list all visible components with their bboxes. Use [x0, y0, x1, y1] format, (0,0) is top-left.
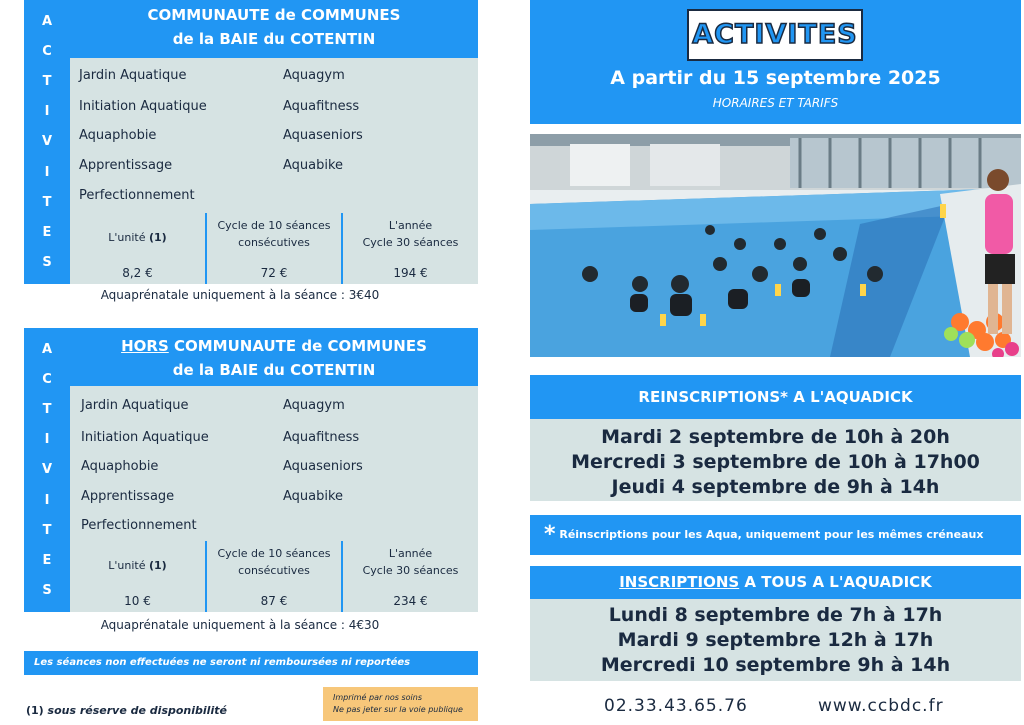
price-value: 72 € — [260, 266, 288, 280]
activity-item: Perfectionnement — [81, 518, 197, 533]
prenatal-note: Aquaprénatale uniquement à la séance : 3€40 — [100, 288, 380, 302]
activity-item: Initiation Aquatique — [81, 430, 209, 445]
website-link[interactable]: www.ccbdc.fr — [818, 696, 944, 716]
date-line: Mardi 2 septembre de 10h à 20h — [601, 426, 950, 448]
inscriptions-dates — [530, 599, 1021, 681]
availability-footnote: (1) sous réserve de disponibilité — [26, 704, 227, 717]
prenatal-note: Aquaprénatale uniquement à la séance : 4€30 — [100, 618, 380, 632]
price-value: 8,2 € — [122, 266, 153, 280]
vertical-letter: T — [42, 194, 52, 210]
vertical-letter: I — [44, 492, 50, 508]
vertical-letter: I — [44, 104, 50, 120]
vertical-letter: E — [42, 553, 52, 569]
vertical-letter: C — [42, 43, 52, 59]
activity-item: Jardin Aquatique — [81, 398, 189, 413]
activity-item: Apprentissage — [81, 489, 175, 504]
activity-item: Aquafitness — [283, 99, 360, 114]
panel-title — [70, 328, 478, 386]
vertical-letter: V — [41, 462, 53, 478]
vertical-letter: A — [41, 341, 53, 357]
price-value: 87 € — [260, 594, 288, 608]
price-year: L'année Cycle 30 séances 234 € — [341, 541, 478, 612]
price-unit: L'unité (1) 8,2 € — [70, 213, 205, 284]
activity-item: Aquaphobie — [79, 128, 157, 143]
activity-item: Aquagym — [283, 68, 345, 83]
vertical-letter: I — [44, 164, 50, 180]
vertical-letter: E — [42, 225, 52, 241]
no-refund-banner: Les séances non effectuées ne seront ni remboursées ni reportées — [24, 651, 478, 675]
activity-item: Aquafitness — [283, 430, 360, 445]
vertical-letter: C — [42, 371, 52, 387]
vertical-letter: S — [42, 583, 52, 599]
vertical-letter: T — [42, 522, 52, 538]
title-line-1: COMMUNAUTE de COMMUNES — [147, 6, 401, 24]
vertical-letter: S — [42, 255, 52, 271]
activity-item: Aquagym — [283, 398, 345, 413]
vertical-activities-label — [24, 328, 70, 612]
schedule-tag: HORAIRES ET TARIFS — [712, 96, 839, 110]
date-line: Lundi 8 septembre de 7h à 17h — [608, 604, 943, 626]
asterisk: * — [544, 522, 556, 547]
title-line-1: HORS COMMUNAUTE de COMMUNES — [121, 337, 427, 355]
date-line: Mercredi 3 septembre de 10h à 17h00 — [571, 451, 980, 473]
vertical-letter: T — [42, 402, 52, 418]
reinscriptions-title: REINSCRIPTIONS* A L'AQUADICK — [638, 388, 913, 406]
activity-item: Aquaseniors — [283, 128, 363, 143]
price-year: L'année Cycle 30 séances 194 € — [341, 213, 478, 284]
date-line: Mardi 9 septembre 12h à 17h — [617, 629, 934, 651]
reinscriptions-dates — [530, 419, 1021, 501]
panel-title — [70, 0, 478, 58]
title-line-2: de la BAIE du COTENTIN — [172, 361, 376, 379]
inscriptions-title: INSCRIPTIONS A TOUS A L'AQUADICK — [619, 573, 932, 591]
reinscriptions-note: * Réinscriptions pour les Aqua, uniquement pour les mêmes créneaux — [530, 515, 1021, 555]
price-unit: L'unité (1) 10 € — [70, 541, 205, 612]
price-value: 234 € — [393, 594, 428, 608]
start-date-title: A partir du 15 septembre 2025 — [610, 67, 941, 89]
date-line: Jeudi 4 septembre de 9h à 14h — [611, 476, 940, 498]
phone-number: 02.33.43.65.76 — [604, 696, 748, 716]
title-line-2: de la BAIE du COTENTIN — [172, 30, 376, 48]
pool-photo — [530, 134, 1021, 357]
price-value: 10 € — [124, 594, 151, 608]
aquagym-pool-illustration — [530, 134, 1021, 357]
activity-item: Apprentissage — [79, 158, 173, 173]
reinscriptions-header — [530, 375, 1021, 419]
header-banner — [530, 0, 1021, 124]
activity-item: Aquaseniors — [283, 459, 363, 474]
price-cycle-10: Cycle de 10 séances consécutives 87 € — [205, 541, 341, 612]
vertical-letter: V — [41, 134, 53, 150]
activity-item: Initiation Aquatique — [79, 99, 207, 114]
vertical-letter: A — [41, 13, 53, 29]
vertical-activities-label — [24, 0, 70, 284]
date-line: Mercredi 10 septembre 9h à 14h — [600, 654, 951, 676]
vertical-letter: I — [44, 432, 50, 448]
activity-item: Aquaphobie — [81, 459, 159, 474]
inscriptions-header — [530, 566, 1021, 599]
price-cycle-10: Cycle de 10 séances consécutives 72 € — [205, 213, 341, 284]
print-note: Imprimé par nos soins Ne pas jeter sur la voie publique — [323, 687, 478, 721]
vertical-letter: T — [42, 74, 52, 90]
activity-item: Jardin Aquatique — [79, 68, 187, 83]
activity-item: Aquabike — [283, 158, 344, 173]
activity-item: Perfectionnement — [79, 188, 195, 203]
price-value: 194 € — [393, 266, 428, 280]
activites-badge: ACTIVITES — [687, 9, 863, 61]
activity-item: Aquabike — [283, 489, 344, 504]
